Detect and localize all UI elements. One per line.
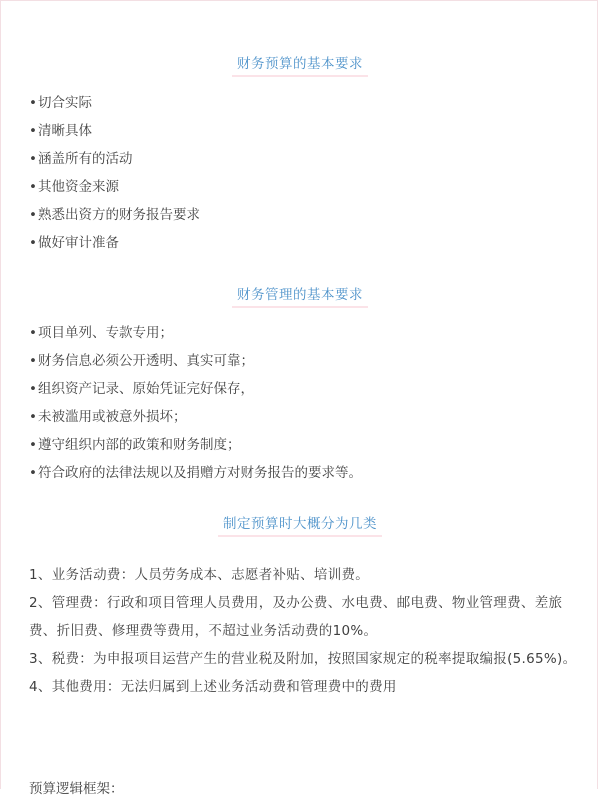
list-item: •符合政府的法律法规以及捐赠方对财务报告的要求等。 — [29, 465, 362, 481]
list-item: •熟悉出资方的财务报告要求 — [29, 207, 200, 223]
budget-categories-body — [29, 561, 579, 701]
budget-requirements-heading: 财务预算的基本要求 — [232, 50, 368, 77]
list-item: •做好审计准备 — [29, 235, 119, 251]
list-item: •切合实际 — [29, 95, 92, 111]
list-item: •其他资金来源 — [29, 179, 119, 195]
list-item: •涵盖所有的活动 — [29, 151, 133, 167]
budget-categories-heading-wrap — [0, 510, 600, 537]
budget-categories-heading: 制定预算时大概分为几类 — [218, 510, 382, 537]
list-item: •清晰具体 — [29, 123, 92, 139]
list-item: •遵守组织内部的政策和财务制度； — [29, 437, 241, 453]
list-item: •财务信息必须公开透明、真实可靠； — [29, 353, 254, 369]
management-requirements-list — [29, 319, 362, 487]
management-requirements-heading-wrap — [0, 281, 600, 308]
list-item: •未被滥用或被意外损坏； — [29, 409, 187, 425]
category-paragraph: 1、业务活动费：人员劳务成本、志愿者补贴、培训费。 — [29, 567, 370, 583]
budget-requirements-heading-wrap — [0, 50, 600, 77]
management-requirements-heading: 财务管理的基本要求 — [232, 281, 368, 308]
list-item: •项目单列、专款专用； — [29, 325, 173, 341]
budget-requirements-list — [29, 89, 200, 257]
category-paragraph: 2、管理费：行政和项目管理人员费用，及办公费、水电费、邮电费、物业管理费、差旅费、折旧费、修理费等费用，不超过业务活动费的10%。 — [29, 595, 563, 639]
category-paragraph: 4、其他费用：无法归属到上述业务活动费和管理费中的费用 — [29, 679, 397, 695]
trailing-text: 预算逻辑框架： — [29, 781, 124, 797]
category-paragraph: 3、税费：为申报项目运营产生的营业税及附加，按照国家规定的税率提取编报(5.65%)。 — [29, 651, 577, 667]
list-item: •组织资产记录、原始凭证完好保存， — [29, 381, 254, 397]
